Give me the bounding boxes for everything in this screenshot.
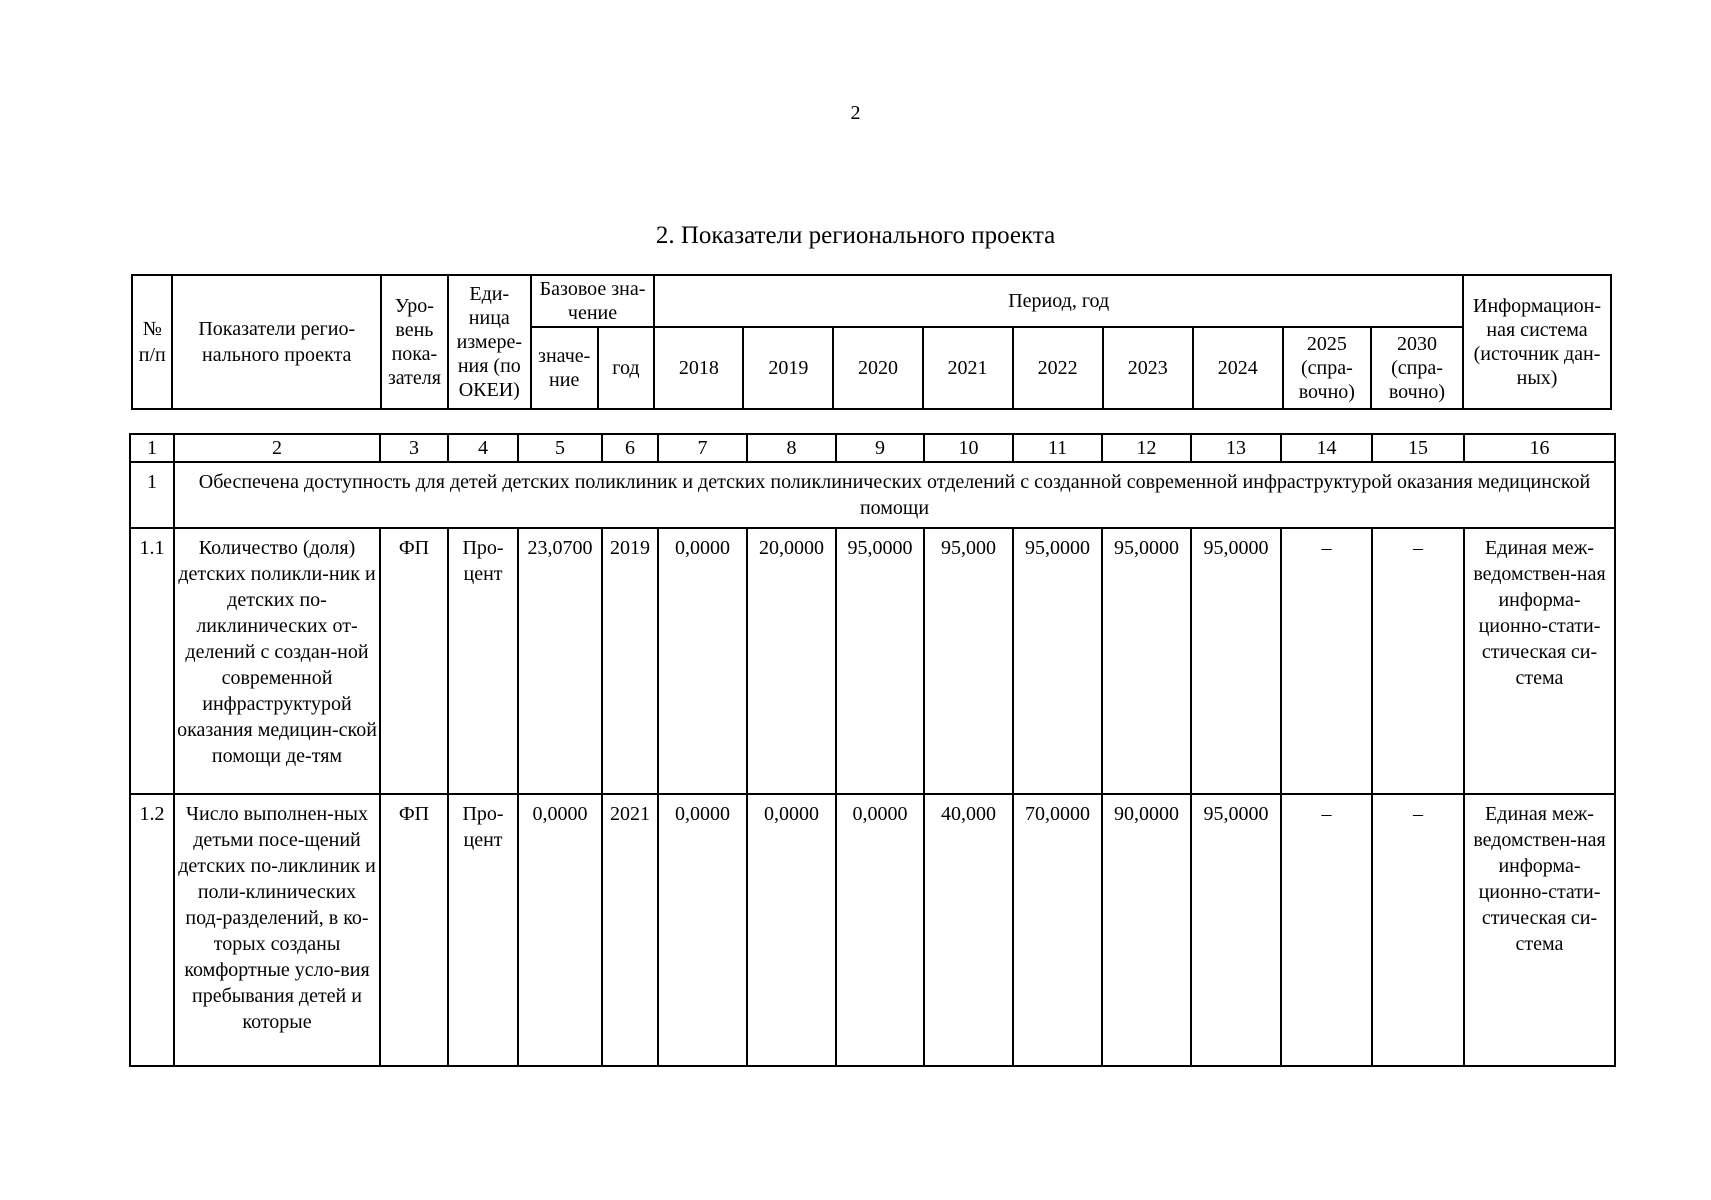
value-2018: 0,0000 <box>658 794 747 1066</box>
header-table <box>131 274 1612 410</box>
indicator-source: Единая меж-ведомствен-ная информа-ционно-стати-стическая си-стема <box>1464 794 1615 1066</box>
column-number: 6 <box>602 434 658 462</box>
header-level: Уро-вень пока-зателя <box>381 275 448 409</box>
base-year: 2019 <box>602 528 658 794</box>
column-number: 13 <box>1191 434 1281 462</box>
column-number: 12 <box>1102 434 1191 462</box>
goal-row <box>130 462 1615 528</box>
header-2025: 2025 (спра-вочно) <box>1283 327 1371 409</box>
indicator-unit: Про-цент <box>448 794 518 1066</box>
value-2030: – <box>1372 794 1464 1066</box>
column-number: 11 <box>1013 434 1102 462</box>
header-year: 2020 <box>833 327 922 409</box>
column-number: 8 <box>747 434 836 462</box>
value-2025: – <box>1281 794 1372 1066</box>
value-2020: 0,0000 <box>836 794 924 1066</box>
header-unit: Еди-ница измере-ния (по ОКЕИ) <box>448 275 531 409</box>
header-year: 2023 <box>1103 327 1193 409</box>
section-title-text: 2. Показатели регионального проекта <box>655 222 1056 249</box>
column-number: 16 <box>1464 434 1615 462</box>
goal-text: Обеспечена доступность для детей детских поликлиник и детских поликлинических отделений с созданной современной инфраструктурой оказания медицинской помощи <box>174 462 1615 528</box>
value-2018: 0,0000 <box>658 528 747 794</box>
indicator-name: Число выполнен-ных детьми посе-щений детских по-ликлиник и поли-клинических под-разделений, в ко-торых созданы комфортные усло-вия пребывания детей и которые <box>174 794 380 1066</box>
value-2023: 90,0000 <box>1102 794 1191 1066</box>
column-number: 1 <box>130 434 174 462</box>
indicator-number: 1.2 <box>130 794 174 1066</box>
value-2023: 95,0000 <box>1102 528 1191 794</box>
header-period: Период, год <box>654 275 1463 327</box>
indicator-level: ФП <box>380 528 448 794</box>
column-number: 4 <box>448 434 518 462</box>
base-value: 0,0000 <box>518 794 602 1066</box>
column-number: 9 <box>836 434 924 462</box>
header-indicator-name: Показатели регио-нального проекта <box>172 275 381 409</box>
column-number: 15 <box>1372 434 1464 462</box>
indicator-source: Единая меж-ведомствен-ная информа-ционно-стати-стическая си-стема <box>1464 528 1615 794</box>
header-year: 2024 <box>1193 327 1283 409</box>
column-number: 2 <box>174 434 380 462</box>
column-number: 3 <box>380 434 448 462</box>
indicator-row <box>130 528 1615 794</box>
header-base: Базовое зна-чение <box>531 275 654 327</box>
goal-number: 1 <box>130 462 174 528</box>
section-title <box>0 222 1711 250</box>
column-number: 10 <box>924 434 1013 462</box>
value-2019: 20,0000 <box>747 528 836 794</box>
base-year: 2021 <box>602 794 658 1066</box>
value-2022: 70,0000 <box>1013 794 1102 1066</box>
header-num: № п/п <box>132 275 172 409</box>
column-number-row <box>130 434 1615 462</box>
column-number: 7 <box>658 434 747 462</box>
value-2019: 0,0000 <box>747 794 836 1066</box>
header-base-value: значе-ние <box>531 327 598 409</box>
indicator-unit: Про-цент <box>448 528 518 794</box>
value-2021: 95,000 <box>924 528 1013 794</box>
header-2030: 2030 (спра-вочно) <box>1371 327 1463 409</box>
value-2024: 95,0000 <box>1191 528 1281 794</box>
header-year: 2021 <box>923 327 1013 409</box>
header-year: 2019 <box>743 327 833 409</box>
value-2030: – <box>1372 528 1464 794</box>
page-number: 2 <box>850 102 861 124</box>
indicator-level: ФП <box>380 794 448 1066</box>
header-year: 2022 <box>1013 327 1103 409</box>
value-2022: 95,0000 <box>1013 528 1102 794</box>
value-2020: 95,0000 <box>836 528 924 794</box>
header-base-year: год <box>598 327 655 409</box>
value-2025: – <box>1281 528 1372 794</box>
value-2024: 95,0000 <box>1191 794 1281 1066</box>
value-2021: 40,000 <box>924 794 1013 1066</box>
indicator-number: 1.1 <box>130 528 174 794</box>
column-number: 5 <box>518 434 602 462</box>
indicator-row <box>130 794 1615 1066</box>
indicator-name: Количество (доля) детских поликли-ник и детских по-ликлинических от-делений с создан-ной современной инфраструктурой оказания медицин-ской помощи де-тям <box>174 528 380 794</box>
column-number: 14 <box>1281 434 1372 462</box>
indicators-table <box>129 433 1616 1067</box>
base-value: 23,0700 <box>518 528 602 794</box>
header-source: Информацион-ная система (источник дан-ных) <box>1463 275 1611 409</box>
header-year: 2018 <box>654 327 743 409</box>
